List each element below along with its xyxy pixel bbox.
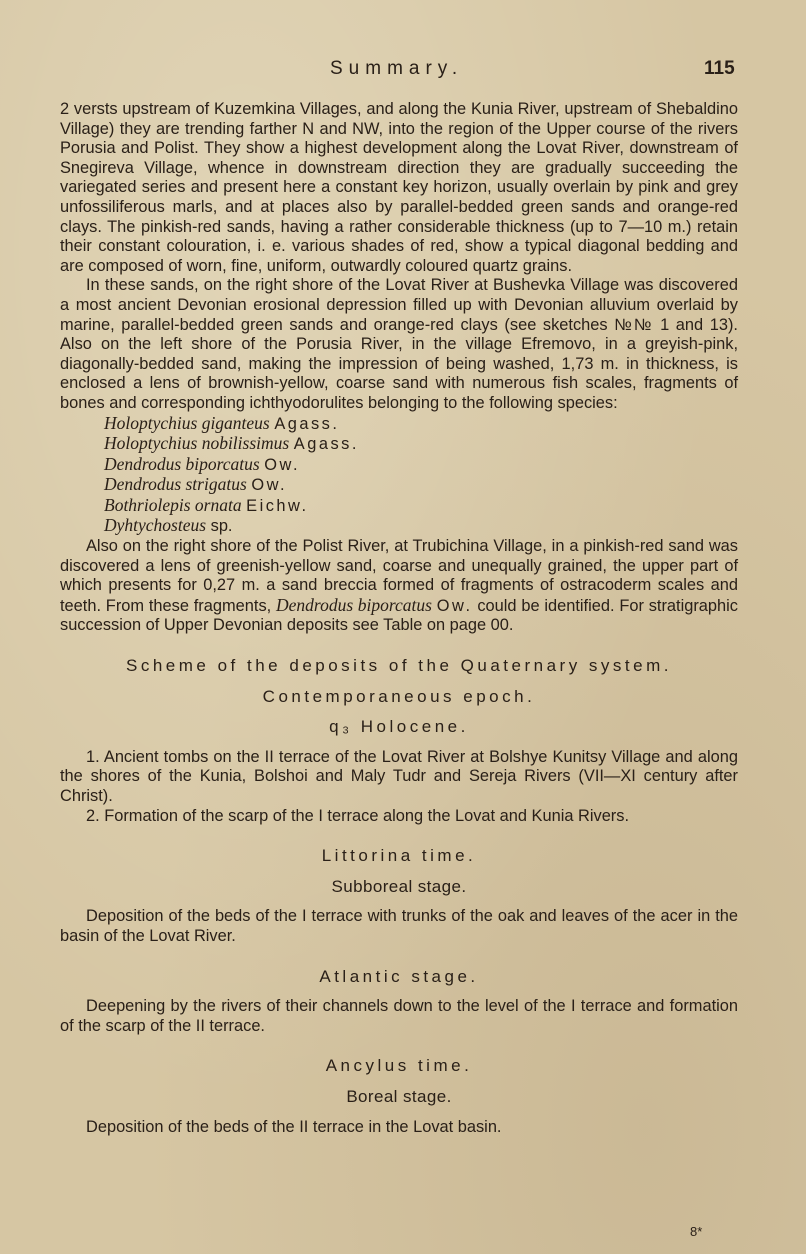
holocene-heading: q₃ Holocene. — [329, 717, 469, 737]
spacer — [60, 676, 738, 687]
species-name: Holoptychius nobilissimus — [104, 433, 290, 454]
subboreal-text: Deposition of the beds of the I terrace with trunks of the oak and leaves of the acer in the basin of the Lovat River. — [60, 907, 738, 945]
species-item — [104, 496, 738, 517]
species-author: Agass. — [274, 414, 340, 433]
species-author: Agass. — [293, 435, 359, 454]
polist-species-name: Dendrodus biporcatus — [276, 594, 432, 615]
spacer — [60, 986, 738, 997]
species-item — [104, 475, 738, 496]
boreal-heading: Boreal stage. — [346, 1086, 452, 1106]
species-author: Ow. — [264, 455, 301, 474]
ancylus-heading: Ancylus time. — [325, 1056, 473, 1076]
polist-text-intro: Also on the right shore of the Polist River, at Trubichina Village, in a pinkish-red sand was discovered a lens of greenish-yellow sand, coarse and unequally grained, the upper part of which presents for 0,27 m. a sand breccia formed of fragments of ostracoderm scales and teeth. From these fragments, — [60, 537, 738, 615]
species-list — [60, 414, 738, 538]
epoch-heading: Contemporaneous epoch. — [262, 686, 536, 706]
boreal-text: Deposition of the beds of the II terrace in the Lovat basin. — [86, 1117, 502, 1136]
spacer — [60, 866, 738, 877]
holocene-item-2: 2. Formation of the scarp of the I terrace along the Lovat and Kunia Rivers. — [86, 806, 630, 825]
species-item — [104, 434, 738, 455]
page-number: 115 — [704, 58, 735, 79]
species-author: Ow. — [251, 476, 288, 495]
species-item — [104, 414, 738, 435]
polist-text-outro: could be identified. For stratigraphic succession of Upper Devonian deposits see Table on page 00. — [60, 596, 738, 635]
spacer — [60, 1036, 738, 1056]
spacer — [60, 896, 738, 907]
signature-mark: 8* — [690, 1224, 703, 1239]
atlantic-heading: Atlantic stage. — [319, 966, 479, 986]
running-title: Summary. — [330, 58, 464, 79]
spacer — [60, 636, 738, 656]
species-author: Eichw. — [246, 496, 309, 515]
atlantic-text: Deepening by the rivers of their channels down to the level of the I terrace and formation of the scarp of the II terrace. — [60, 997, 738, 1035]
species-name: Dendrodus biporcatus — [104, 453, 260, 474]
paragraph-continuation: 2 versts upstream of Kuzemkina Villages, and along the Kunia River, upstream of Shebaldino Village) they are trending farther N and NW, into the region of the Upper course of the rivers Porusia and Polist. They show a highest development along the Lovat River, downstream of Snegireva Village, whence in downstream direction they are gradually succeeding the variegated series and present here a constant key horizon, usually overlain by pink and grey unfossiliferous marls, and at places also by parallel-bedded green sands and orange-red clays. The pinkish-red sands, having a rather considerable thickness (up to 7—10 m.) retain their constant colouration, i. e. various shades of red, show a typical diagonal bedding and are composed of worn, fine, uniform, outwardly coloured quartz grains. — [60, 100, 738, 275]
species-name: Dendrodus strigatus — [104, 474, 247, 495]
spacer — [60, 706, 738, 717]
species-name: Holoptychius giganteus — [104, 412, 270, 433]
holocene-item-1: 1. Ancient tombs on the II terrace of the Lovat River at Bolshye Kunitsy Village and along the shores of the Kunia, Bolshoi and Maly Tudr and Sereja Rivers (VII—XI century after Christ). — [60, 747, 738, 805]
page-body — [60, 100, 738, 1137]
littorina-heading: Littorina time. — [321, 846, 477, 866]
spacer — [60, 1107, 738, 1118]
species-item — [104, 455, 738, 476]
subboreal-heading: Subboreal stage. — [331, 876, 467, 896]
spacer — [60, 826, 738, 846]
running-header — [0, 58, 806, 88]
section-heading-scheme: Scheme of the deposits of the Quaternary system. — [126, 656, 672, 676]
paragraph-polist — [60, 537, 738, 636]
paragraph-sands: In these sands, on the right shore of the Lovat River at Bushevka Village was discovered a most ancient Devonian erosional depression filled up with Devonian alluvium overlaid by marine, parallel-bedded green sands and orange-red clays (see sketches №№ 1 and 13). Also on the left shore of the Porusia River, in the village Efremovo, in a greyish-pink, diagonally-bedded sand, making the impression of being washed, 1,73 m. in thickness, is enclosed a lens of brownish-yellow, coarse sand with numerous fish scales, fragments of bones and corresponding ichthyodorulites belonging to the following species: — [60, 276, 738, 412]
polist-species-author: Ow. — [436, 596, 473, 615]
spacer — [60, 737, 738, 748]
species-name: Dyhtychosteus — [104, 515, 207, 536]
spacer — [60, 947, 738, 967]
species-item — [104, 516, 738, 537]
species-name: Bothriolepis ornata — [104, 494, 242, 515]
species-author: sp. — [210, 517, 233, 536]
spacer — [60, 1076, 738, 1087]
